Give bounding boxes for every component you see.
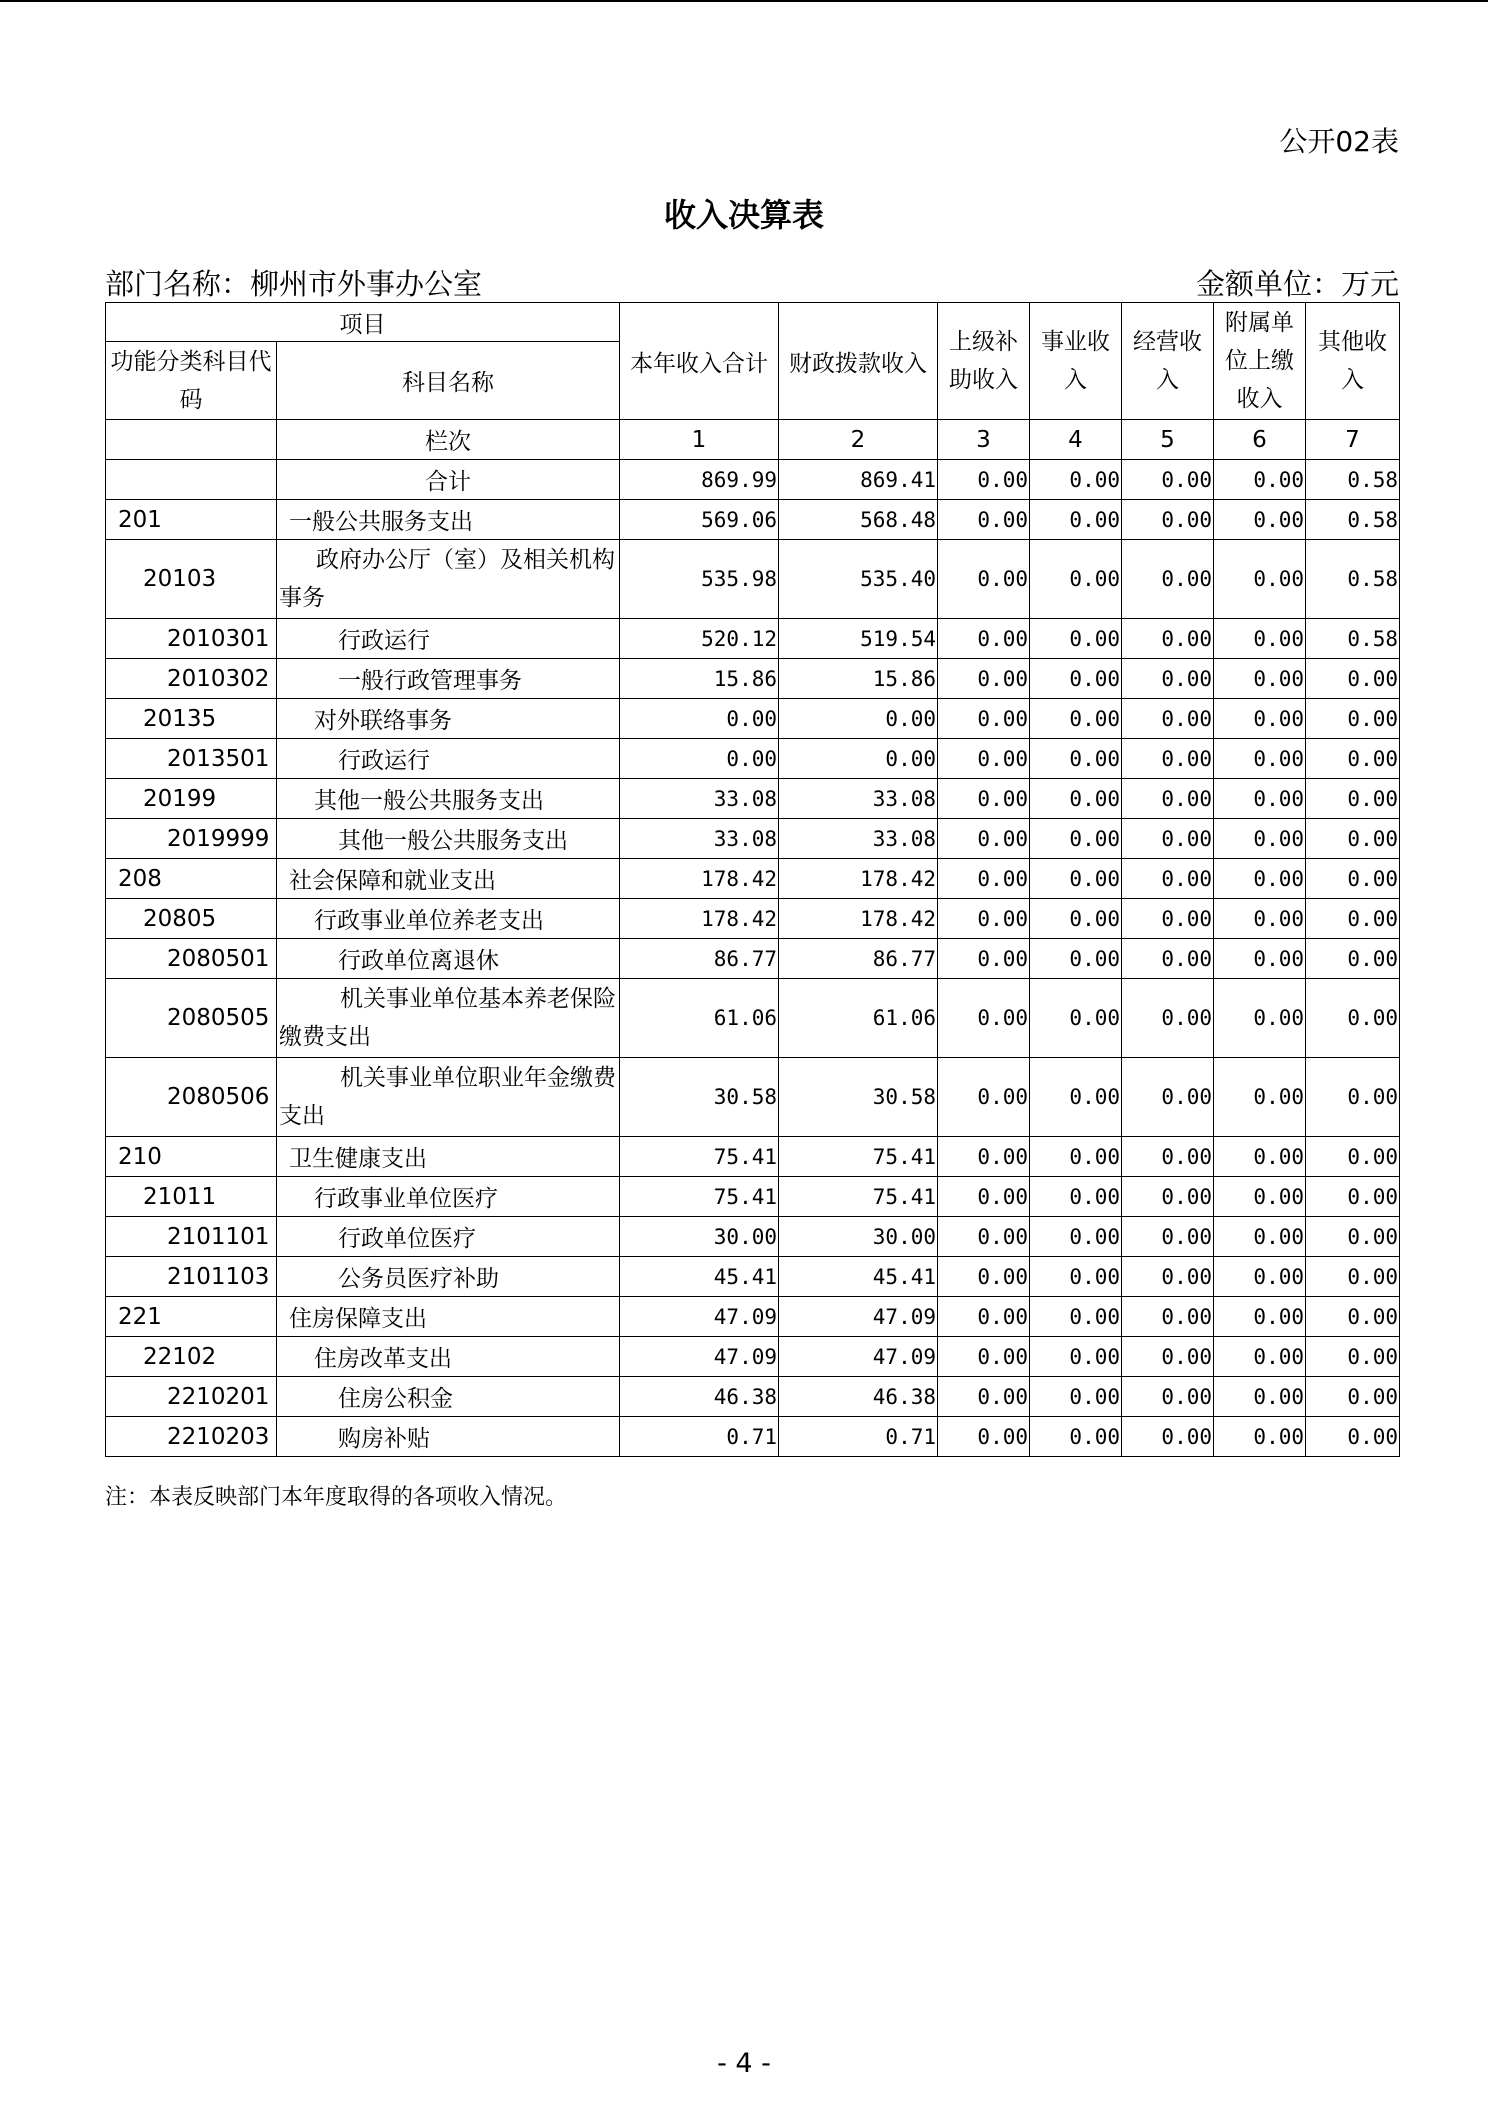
row-value-col6: 0.00 <box>1214 1257 1306 1297</box>
row-name: 住房公积金 <box>277 1377 620 1417</box>
row-value-col7: 0.00 <box>1306 1297 1400 1337</box>
row-value-col1: 30.00 <box>620 1217 779 1257</box>
page-number: - 4 - <box>717 2048 771 2079</box>
table-row <box>106 779 1400 819</box>
row-value-col1: 75.41 <box>620 1177 779 1217</box>
form-number-label: 公开02表 <box>1279 125 1399 158</box>
row-value-col7: 0.00 <box>1306 899 1400 939</box>
row-value-col1: 33.08 <box>620 779 779 819</box>
row-value-col1: 45.41 <box>620 1257 779 1297</box>
row-value-col5: 0.00 <box>1122 1377 1214 1417</box>
row-value-col4: 0.00 <box>1030 619 1122 659</box>
header-name: 科目名称 <box>277 342 620 420</box>
row-value-col5: 0.00 <box>1122 979 1214 1058</box>
row-code: 2080501 <box>106 939 277 979</box>
row-value-col2: 568.48 <box>779 500 938 540</box>
header-code: 功能分类科目代码 <box>106 342 277 420</box>
row-value-col4: 0.00 <box>1030 1217 1122 1257</box>
row-value-col4: 0.00 <box>1030 659 1122 699</box>
table-note: 注：本表反映部门本年度取得的各项收入情况。 <box>105 1485 568 1510</box>
column-index-4: 4 <box>1030 420 1122 460</box>
row-value-col3: 0.00 <box>938 540 1030 619</box>
income-table <box>105 302 1400 1457</box>
row-value-col1: 47.09 <box>620 1297 779 1337</box>
row-value-col4: 0.00 <box>1030 819 1122 859</box>
row-code: 2019999 <box>106 819 277 859</box>
row-code: 22102 <box>106 1337 277 1377</box>
row-value-col2: 75.41 <box>779 1177 938 1217</box>
row-code: 221 <box>106 1297 277 1337</box>
row-value-col5: 0.00 <box>1122 1058 1214 1137</box>
row-value-col1: 869.99 <box>620 460 779 500</box>
row-name: 其他一般公共服务支出 <box>277 819 620 859</box>
row-value-col2: 47.09 <box>779 1297 938 1337</box>
table-row <box>106 460 1400 500</box>
row-value-col4: 0.00 <box>1030 739 1122 779</box>
row-value-col3: 0.00 <box>938 899 1030 939</box>
page-title: 收入决算表 <box>663 196 824 234</box>
header-col1: 本年收入合计 <box>620 303 779 420</box>
row-value-col6: 0.00 <box>1214 859 1306 899</box>
table-row <box>106 1257 1400 1297</box>
row-code: 208 <box>106 859 277 899</box>
row-value-col2: 33.08 <box>779 779 938 819</box>
table-row <box>106 859 1400 899</box>
column-index-label: 栏次 <box>277 420 620 460</box>
row-name: 行政运行 <box>277 619 620 659</box>
row-value-col2: 178.42 <box>779 859 938 899</box>
row-value-col6: 0.00 <box>1214 1337 1306 1377</box>
row-value-col3: 0.00 <box>938 939 1030 979</box>
row-value-col1: 178.42 <box>620 899 779 939</box>
row-value-col2: 47.09 <box>779 1337 938 1377</box>
row-value-col3: 0.00 <box>938 1297 1030 1337</box>
row-value-col4: 0.00 <box>1030 1137 1122 1177</box>
table-row <box>106 1377 1400 1417</box>
row-value-col7: 0.00 <box>1306 739 1400 779</box>
row-value-col6: 0.00 <box>1214 979 1306 1058</box>
row-code: 20199 <box>106 779 277 819</box>
row-value-col5: 0.00 <box>1122 899 1214 939</box>
row-value-col3: 0.00 <box>938 1177 1030 1217</box>
table-row <box>106 1297 1400 1337</box>
row-value-col4: 0.00 <box>1030 1257 1122 1297</box>
row-value-col4: 0.00 <box>1030 1337 1122 1377</box>
row-name: 政府办公厅（室）及相关机构事务 <box>277 540 620 619</box>
row-value-col4: 0.00 <box>1030 859 1122 899</box>
row-value-col7: 0.58 <box>1306 540 1400 619</box>
row-value-col2: 519.54 <box>779 619 938 659</box>
row-value-col1: 0.00 <box>620 739 779 779</box>
row-value-col6: 0.00 <box>1214 1058 1306 1137</box>
row-value-col4: 0.00 <box>1030 1058 1122 1137</box>
row-value-col6: 0.00 <box>1214 619 1306 659</box>
row-value-col5: 0.00 <box>1122 659 1214 699</box>
row-code: 2080506 <box>106 1058 277 1137</box>
row-code: 201 <box>106 500 277 540</box>
table-row <box>106 1217 1400 1257</box>
table-row <box>106 1137 1400 1177</box>
row-value-col2: 33.08 <box>779 819 938 859</box>
row-value-col2: 869.41 <box>779 460 938 500</box>
row-code: 2101101 <box>106 1217 277 1257</box>
row-value-col4: 0.00 <box>1030 979 1122 1058</box>
row-value-col3: 0.00 <box>938 699 1030 739</box>
row-value-col7: 0.00 <box>1306 1177 1400 1217</box>
row-value-col6: 0.00 <box>1214 1137 1306 1177</box>
row-value-col5: 0.00 <box>1122 1217 1214 1257</box>
row-value-col5: 0.00 <box>1122 1257 1214 1297</box>
row-value-col5: 0.00 <box>1122 619 1214 659</box>
row-value-col5: 0.00 <box>1122 779 1214 819</box>
row-value-col3: 0.00 <box>938 1217 1030 1257</box>
row-value-col7: 0.00 <box>1306 819 1400 859</box>
table-body <box>106 460 1400 1457</box>
row-value-col6: 0.00 <box>1214 699 1306 739</box>
row-value-col5: 0.00 <box>1122 939 1214 979</box>
row-name: 卫生健康支出 <box>277 1137 620 1177</box>
row-code <box>106 460 277 500</box>
table-row <box>106 1337 1400 1377</box>
row-value-col7: 0.00 <box>1306 1377 1400 1417</box>
row-value-col5: 0.00 <box>1122 819 1214 859</box>
row-name: 行政事业单位养老支出 <box>277 899 620 939</box>
row-value-col3: 0.00 <box>938 739 1030 779</box>
row-value-col6: 0.00 <box>1214 540 1306 619</box>
row-value-col2: 178.42 <box>779 899 938 939</box>
row-value-col5: 0.00 <box>1122 1417 1214 1457</box>
row-code: 2101103 <box>106 1257 277 1297</box>
row-name: 行政运行 <box>277 739 620 779</box>
row-value-col4: 0.00 <box>1030 1297 1122 1337</box>
table-row <box>106 979 1400 1058</box>
row-value-col3: 0.00 <box>938 1058 1030 1137</box>
row-value-col2: 30.00 <box>779 1217 938 1257</box>
row-value-col5: 0.00 <box>1122 699 1214 739</box>
row-value-col1: 46.38 <box>620 1377 779 1417</box>
row-value-col3: 0.00 <box>938 859 1030 899</box>
row-value-col2: 0.00 <box>779 739 938 779</box>
row-name: 住房改革支出 <box>277 1337 620 1377</box>
row-code: 2013501 <box>106 739 277 779</box>
row-code: 210 <box>106 1137 277 1177</box>
table-row <box>106 659 1400 699</box>
row-value-col7: 0.58 <box>1306 619 1400 659</box>
row-value-col4: 0.00 <box>1030 1377 1122 1417</box>
table-row <box>106 1058 1400 1137</box>
row-value-col6: 0.00 <box>1214 899 1306 939</box>
row-value-col3: 0.00 <box>938 1377 1030 1417</box>
table-row <box>106 619 1400 659</box>
row-value-col6: 0.00 <box>1214 1217 1306 1257</box>
header-col4: 事业收入 <box>1030 303 1122 420</box>
row-value-col2: 75.41 <box>779 1137 938 1177</box>
row-value-col7: 0.00 <box>1306 1337 1400 1377</box>
row-name: 购房补贴 <box>277 1417 620 1457</box>
row-value-col1: 47.09 <box>620 1337 779 1377</box>
row-name: 机关事业单位基本养老保险缴费支出 <box>277 979 620 1058</box>
row-name: 行政事业单位医疗 <box>277 1177 620 1217</box>
top-border-line <box>0 0 1488 2</box>
unit-label: 金额单位：万元 <box>1195 267 1399 301</box>
row-value-col2: 45.41 <box>779 1257 938 1297</box>
row-value-col6: 0.00 <box>1214 739 1306 779</box>
header-project: 项目 <box>106 303 620 342</box>
row-value-col7: 0.00 <box>1306 779 1400 819</box>
row-name: 一般行政管理事务 <box>277 659 620 699</box>
row-value-col6: 0.00 <box>1214 1177 1306 1217</box>
row-value-col6: 0.00 <box>1214 500 1306 540</box>
row-value-col3: 0.00 <box>938 1337 1030 1377</box>
table-row <box>106 500 1400 540</box>
row-value-col4: 0.00 <box>1030 500 1122 540</box>
column-index-5: 5 <box>1122 420 1214 460</box>
row-value-col7: 0.00 <box>1306 979 1400 1058</box>
row-code: 2010301 <box>106 619 277 659</box>
row-value-col7: 0.58 <box>1306 500 1400 540</box>
row-value-col1: 75.41 <box>620 1137 779 1177</box>
row-name: 社会保障和就业支出 <box>277 859 620 899</box>
column-index-1: 1 <box>620 420 779 460</box>
row-value-col6: 0.00 <box>1214 1297 1306 1337</box>
row-name: 对外联络事务 <box>277 699 620 739</box>
table-row <box>106 899 1400 939</box>
row-value-col4: 0.00 <box>1030 1417 1122 1457</box>
row-value-col6: 0.00 <box>1214 779 1306 819</box>
row-value-col5: 0.00 <box>1122 540 1214 619</box>
row-value-col4: 0.00 <box>1030 699 1122 739</box>
table-row <box>106 939 1400 979</box>
header-col7: 其他收入 <box>1306 303 1400 420</box>
header-col3: 上级补助收入 <box>938 303 1030 420</box>
row-value-col3: 0.00 <box>938 779 1030 819</box>
row-value-col1: 178.42 <box>620 859 779 899</box>
row-value-col1: 520.12 <box>620 619 779 659</box>
column-index-2: 2 <box>779 420 938 460</box>
row-name: 其他一般公共服务支出 <box>277 779 620 819</box>
row-value-col7: 0.00 <box>1306 699 1400 739</box>
row-value-col4: 0.00 <box>1030 1177 1122 1217</box>
row-value-col1: 30.58 <box>620 1058 779 1137</box>
row-value-col2: 30.58 <box>779 1058 938 1137</box>
row-name: 机关事业单位职业年金缴费支出 <box>277 1058 620 1137</box>
row-value-col7: 0.00 <box>1306 1257 1400 1297</box>
row-value-col3: 0.00 <box>938 979 1030 1058</box>
row-value-col5: 0.00 <box>1122 1137 1214 1177</box>
department-label: 部门名称：柳州市外事办公室 <box>105 267 483 301</box>
row-name: 公务员医疗补助 <box>277 1257 620 1297</box>
row-code: 2210201 <box>106 1377 277 1417</box>
row-code: 2080505 <box>106 979 277 1058</box>
column-index-7: 7 <box>1306 420 1400 460</box>
row-value-col4: 0.00 <box>1030 779 1122 819</box>
row-value-col7: 0.00 <box>1306 859 1400 899</box>
column-index-3: 3 <box>938 420 1030 460</box>
row-value-col5: 0.00 <box>1122 1337 1214 1377</box>
table-row <box>106 699 1400 739</box>
row-value-col7: 0.00 <box>1306 1217 1400 1257</box>
row-value-col6: 0.00 <box>1214 659 1306 699</box>
row-value-col6: 0.00 <box>1214 1417 1306 1457</box>
row-value-col7: 0.58 <box>1306 460 1400 500</box>
table-row <box>106 1417 1400 1457</box>
row-value-col6: 0.00 <box>1214 460 1306 500</box>
row-code: 20805 <box>106 899 277 939</box>
row-value-col1: 535.98 <box>620 540 779 619</box>
row-name: 住房保障支出 <box>277 1297 620 1337</box>
row-value-col1: 86.77 <box>620 939 779 979</box>
row-value-col3: 0.00 <box>938 1257 1030 1297</box>
row-value-col1: 61.06 <box>620 979 779 1058</box>
row-value-col3: 0.00 <box>938 619 1030 659</box>
row-value-col6: 0.00 <box>1214 819 1306 859</box>
row-value-col4: 0.00 <box>1030 540 1122 619</box>
row-value-col2: 46.38 <box>779 1377 938 1417</box>
row-value-col2: 0.71 <box>779 1417 938 1457</box>
row-name: 行政单位离退休 <box>277 939 620 979</box>
row-value-col4: 0.00 <box>1030 899 1122 939</box>
row-value-col7: 0.00 <box>1306 1058 1400 1137</box>
table-row <box>106 540 1400 619</box>
row-value-col3: 0.00 <box>938 1417 1030 1457</box>
row-value-col1: 15.86 <box>620 659 779 699</box>
row-value-col1: 0.00 <box>620 699 779 739</box>
row-code: 20103 <box>106 540 277 619</box>
row-value-col3: 0.00 <box>938 659 1030 699</box>
header-col6: 附属单位上缴收入 <box>1214 303 1306 420</box>
column-index-6: 6 <box>1214 420 1306 460</box>
row-value-col5: 0.00 <box>1122 1177 1214 1217</box>
row-name: 一般公共服务支出 <box>277 500 620 540</box>
row-value-col3: 0.00 <box>938 500 1030 540</box>
row-code: 21011 <box>106 1177 277 1217</box>
row-value-col3: 0.00 <box>938 819 1030 859</box>
row-value-col2: 535.40 <box>779 540 938 619</box>
row-code: 2010302 <box>106 659 277 699</box>
row-value-col1: 569.06 <box>620 500 779 540</box>
row-value-col1: 0.71 <box>620 1417 779 1457</box>
row-value-col4: 0.00 <box>1030 939 1122 979</box>
row-code: 20135 <box>106 699 277 739</box>
row-value-col2: 61.06 <box>779 979 938 1058</box>
row-value-col3: 0.00 <box>938 460 1030 500</box>
row-value-col4: 0.00 <box>1030 460 1122 500</box>
row-value-col2: 86.77 <box>779 939 938 979</box>
row-value-col5: 0.00 <box>1122 460 1214 500</box>
row-name: 行政单位医疗 <box>277 1217 620 1257</box>
row-value-col7: 0.00 <box>1306 659 1400 699</box>
row-value-col3: 0.00 <box>938 1137 1030 1177</box>
row-value-col6: 0.00 <box>1214 939 1306 979</box>
row-name: 合计 <box>277 460 620 500</box>
table-row <box>106 1177 1400 1217</box>
row-value-col1: 33.08 <box>620 819 779 859</box>
row-value-col5: 0.00 <box>1122 739 1214 779</box>
row-value-col5: 0.00 <box>1122 859 1214 899</box>
row-value-col7: 0.00 <box>1306 1137 1400 1177</box>
row-value-col2: 15.86 <box>779 659 938 699</box>
header-col2: 财政拨款收入 <box>779 303 938 420</box>
table-row <box>106 739 1400 779</box>
header-col5: 经营收入 <box>1122 303 1214 420</box>
row-value-col6: 0.00 <box>1214 1377 1306 1417</box>
row-value-col5: 0.00 <box>1122 1297 1214 1337</box>
row-value-col2: 0.00 <box>779 699 938 739</box>
row-code: 2210203 <box>106 1417 277 1457</box>
row-value-col7: 0.00 <box>1306 1417 1400 1457</box>
row-value-col5: 0.00 <box>1122 500 1214 540</box>
table-row <box>106 819 1400 859</box>
column-index-blank <box>106 420 277 460</box>
row-value-col7: 0.00 <box>1306 939 1400 979</box>
